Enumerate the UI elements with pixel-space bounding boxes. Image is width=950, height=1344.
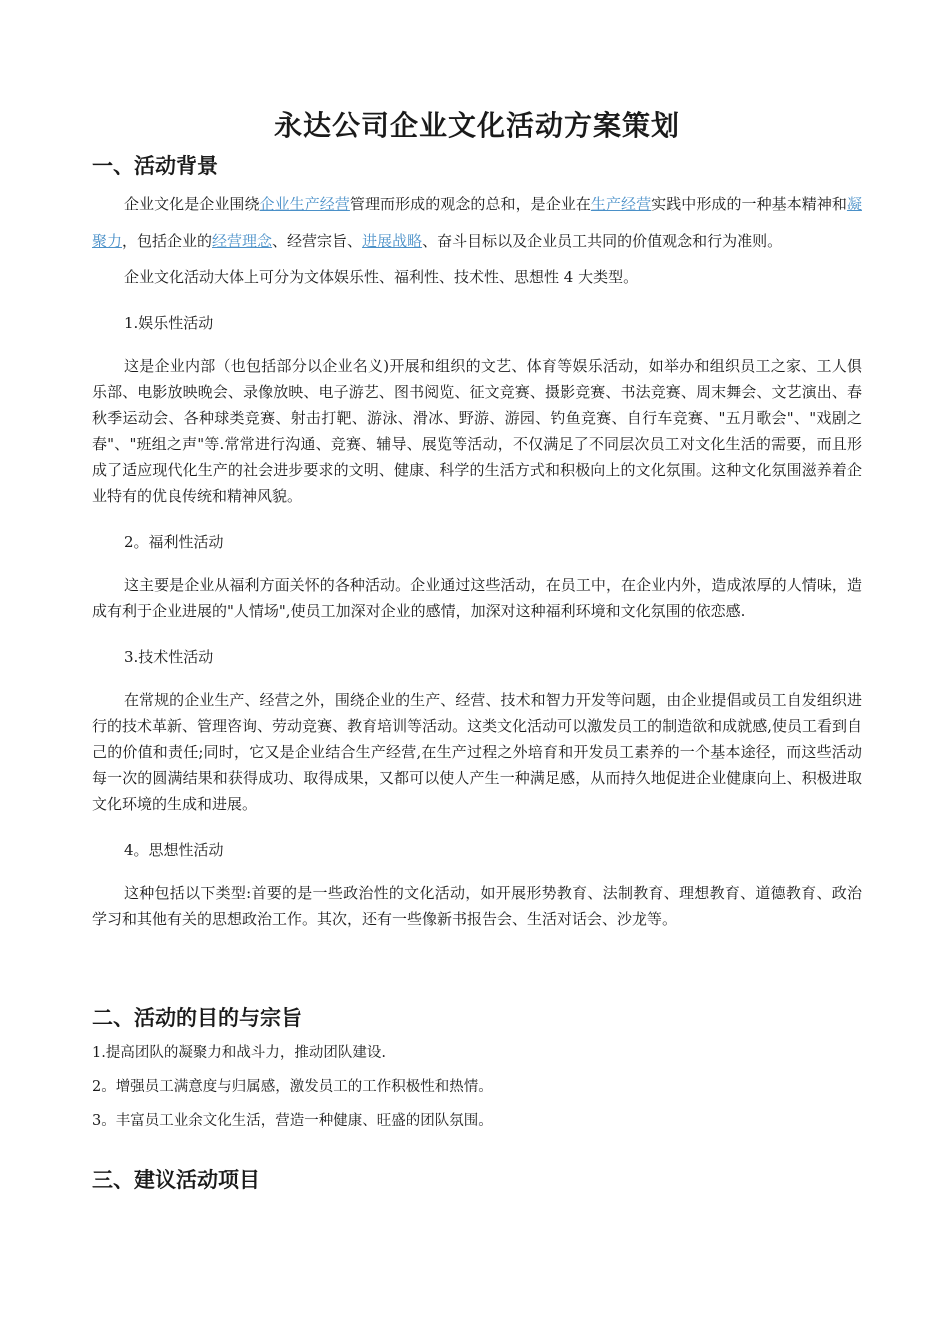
link-production[interactable]: 生产经营 [590, 195, 652, 213]
section-heading-activities: 三、建议活动项目 [92, 1168, 260, 1192]
paragraph-entertainment: 这是企业内部（也包括部分以企业名义)开展和组织的文艺、体育等娱乐活动，如举办和组织员工之家、工人俱乐部、电影放映晚会、录像放映、电子游艺、图书阅览、征文竞赛、摄影竞赛、书法竞赛、周末舞会、文艺演出、春秋季运动会、各种球类竞赛、射击打靶、游泳、滑冰、野游、游园、钓鱼竞赛、自行车竞赛、"五月歌会"、"戏剧之春"、"班组之声"等.常常进行沟通、竞赛、辅导、展览等活动，不仅满足了不同层次员工对文化生活的需要，而且形成了适应现代化生产的社会进步要求的文明、健康、科学的生活方式和积极向上的文化氛围。这种文化氛围滋养着企业特有的优良传统和精神风貌。 [92, 357, 862, 505]
paragraph-types: 企业文化活动大体上可分为文体娱乐性、福利性、技术性、思想性 4 大类型。 [124, 268, 639, 286]
link-development-strategy[interactable]: 进展战略 [362, 232, 423, 250]
list-item: 3。丰富员工业余文化生活，营造一种健康、旺盛的团队氛围。 [92, 1113, 493, 1129]
paragraph-technical: 在常规的企业生产、经营之外，围绕企业的生产、经营、技术和智力开发等问题，由企业提倡或员工自发组织进行的技术革新、管理咨询、劳动竞赛、教育培训等活动。这类文化活动可以激发员工的制造欲和成就感,使员工看到自己的价值和责任;同时，它又是企业结合生产经营,在生产过程之外培育和开发员工素养的一个基本途径，而这些活动每一次的圆满结果和获得成功、取得成果，又都可以使人产生一种满足感，从而持久地促进企业健康向上、积极进取文化环境的生成和进展。 [92, 691, 862, 813]
subsection-title-ideological: 4。思想性活动 [124, 841, 224, 859]
subsection-title-welfare: 2。福利性活动 [124, 533, 224, 551]
page-title: 永达公司企业文化活动方案策划 [273, 109, 680, 142]
section-heading-background: 一、活动背景 [92, 154, 218, 178]
subsection-title-technical: 3.技术性活动 [124, 648, 214, 666]
paragraph-ideological: 这种包括以下类型:首要的是一些政治性的文化活动，如开展形势教育、法制教育、理想教育、道德教育、政治学习和其他有关的思想政治工作。其次，还有一些像新书报告会、生活对话会、沙龙等。 [92, 884, 862, 928]
link-production-management[interactable]: 企业生产经营 [259, 195, 350, 213]
list-item: 1.提高团队的凝聚力和战斗力，推动团队建设. [92, 1045, 386, 1061]
section-heading-purpose: 二、活动的目的与宗旨 [92, 1006, 302, 1030]
link-cohesion[interactable]: 凝聚力 [92, 195, 862, 250]
link-business-philosophy[interactable]: 经营理念 [212, 232, 273, 250]
list-item: 2。增强员工满意度与归属感，激发员工的工作积极性和热情。 [92, 1079, 493, 1095]
paragraph-welfare: 这主要是企业从福利方面关怀的各种活动。企业通过这些活动，在员工中，在企业内外，造成浓厚的人情味，造成有利于企业进展的"人情场",使员工加深对企业的感情，加深对这种福利环境和文化氛围的依恋感. [92, 576, 862, 620]
subsection-title-entertainment: 1.娱乐性活动 [124, 314, 214, 332]
paragraph-intro: 企业文化是企业围绕企业生产经营管理而形成的观念的总和，是企业在生产经营实践中形成的一种基本精神和凝聚力，包括企业的经营理念、经营宗旨、进展战略、奋斗目标以及企业员工共同的价值观念和行为准则。 [92, 195, 862, 250]
